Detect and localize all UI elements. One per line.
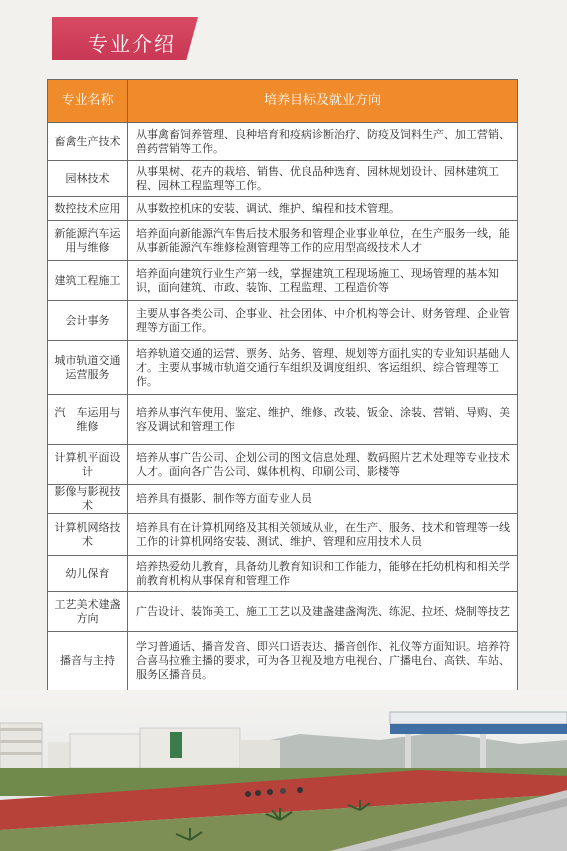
majors-table	[47, 79, 518, 691]
table-row	[48, 514, 518, 556]
major-description: 培养具有摄影、制作等方面专业人员	[128, 485, 518, 514]
table-row	[48, 632, 518, 691]
table-row	[48, 197, 518, 221]
major-name: 计算机平面设计	[48, 445, 128, 485]
table-row	[48, 123, 518, 161]
major-name: 会计事务	[48, 301, 128, 341]
major-name: 播音与主持	[48, 632, 128, 691]
major-description: 从事果树、花卉的栽培、销售、优良品种选育、园林规划设计、园林建筑工程、园林工程监理等工作。	[128, 161, 518, 197]
major-description: 培养轨道交通的运营、票务、站务、管理、规划等方面扎实的专业知识基础人才。主要从事城市轨道交通行车组织及调度组织、客运组织、综合管理等工作。	[128, 341, 518, 395]
major-name: 影像与影视技术	[48, 485, 128, 514]
table-row	[48, 261, 518, 301]
table-header-row	[48, 80, 518, 123]
major-name: 数控技术应用	[48, 197, 128, 221]
major-description: 培养从事汽车使用、鉴定、维护、维修、改装、钣金、涂装、营销、导购、美容及调试和管理工作	[128, 395, 518, 445]
column-header-major-name: 专业名称	[48, 80, 128, 123]
table-row	[48, 395, 518, 445]
major-description: 学习普通话、播音发音、即兴口语表达、播音创作、礼仪等方面知识。培养符合喜马拉雅主播的要求，可为各卫视及地方电视台、广播电台、高铁、车站、服务区播音员。	[128, 632, 518, 691]
major-name: 畜禽生产技术	[48, 123, 128, 161]
major-description: 从事禽畜饲养管理、良种培育和疫病诊断治疗、防疫及饲料生产、加工营销、兽药营销等工作。	[128, 123, 518, 161]
table-row	[48, 485, 518, 514]
major-name: 幼儿保育	[48, 556, 128, 592]
major-description: 培养面向建筑行业生产第一线，掌握建筑工程现场施工、现场管理的基本知识，面向建筑、市政、装饰、工程监理、工程造价等	[128, 261, 518, 301]
major-name: 计算机网络技术	[48, 514, 128, 556]
campus-photo	[0, 690, 567, 851]
section-title: 专业介绍	[88, 32, 176, 56]
major-name: 园林技术	[48, 161, 128, 197]
table-row	[48, 161, 518, 197]
table-row	[48, 221, 518, 261]
table-row	[48, 301, 518, 341]
major-name: 工艺美术建盏方向	[48, 592, 128, 632]
table-row	[48, 341, 518, 395]
major-description: 培养从事广告公司、企划公司的图文信息处理、数码照片艺术处理等专业技术人才。面向各广告公司、媒体机构、印刷公司、影楼等	[128, 445, 518, 485]
major-description: 培养面向新能源汽车售后技术服务和管理企业事业单位，在生产服务一线，能从事新能源汽车维修检测管理等工作的应用型高级技术人才	[128, 221, 518, 261]
major-name: 新能源汽车运用与维修	[48, 221, 128, 261]
major-name: 城市轨道交通运营服务	[48, 341, 128, 395]
major-name: 建筑工程施工	[48, 261, 128, 301]
major-description: 从事数控机床的安装、调试、维护、编程和技术管理。	[128, 197, 518, 221]
table-row	[48, 556, 518, 592]
major-description: 培养热爱幼儿教育，具备幼儿教育知识和工作能力，能够在托幼机构和相关学前教育机构从事保育和管理工作	[128, 556, 518, 592]
major-description: 培养具有在计算机网络及其相关领域从业，在生产、服务、技术和管理等一线工作的计算机网络安装、测试、维护、管理和应用技术人员	[128, 514, 518, 556]
table-row	[48, 445, 518, 485]
major-description: 主要从事各类公司、企事业、社会团体、中介机构等会计、财务管理、企业管理等方面工作。	[128, 301, 518, 341]
major-name: 汽 车运用与维修	[48, 395, 128, 445]
table-row	[48, 592, 518, 632]
column-header-training-goal: 培养目标及就业方向	[128, 80, 518, 123]
major-description: 广告设计、装饰美工、施工工艺以及建盏建盏淘洗、练泥、拉坯、烧制等技艺	[128, 592, 518, 632]
